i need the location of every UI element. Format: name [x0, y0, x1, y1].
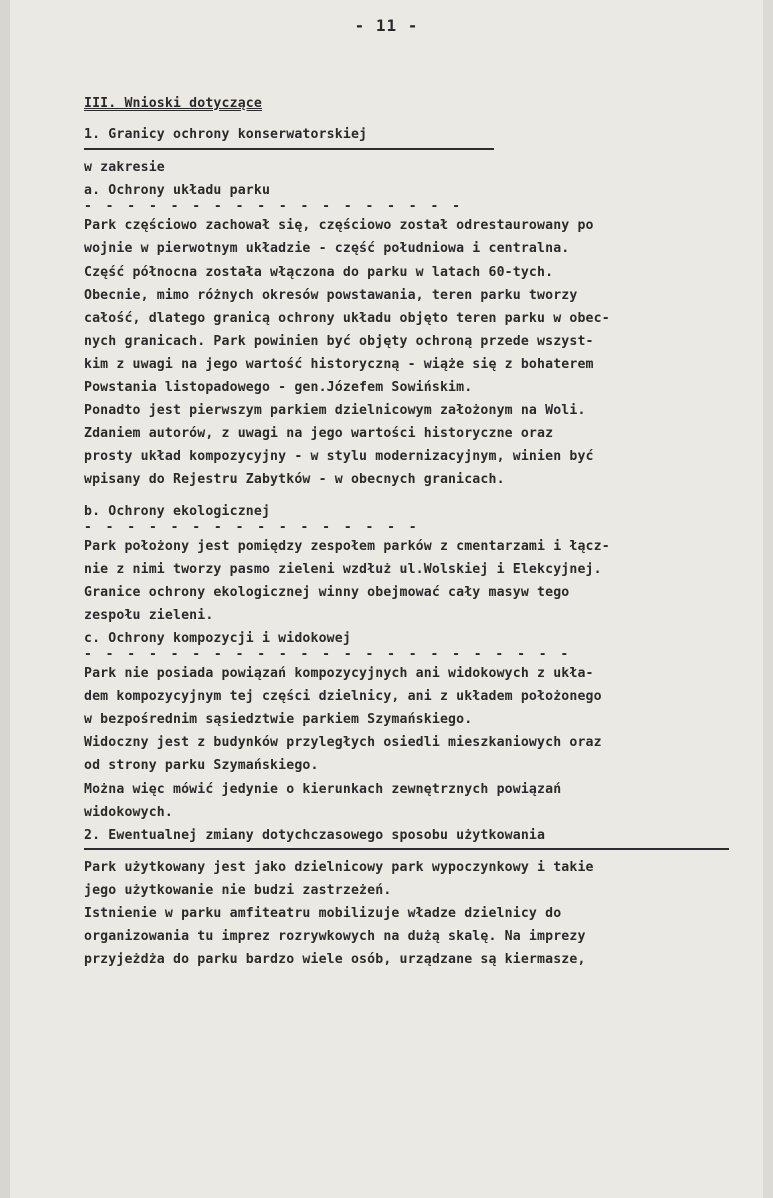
- text-line: Widoczny jest z budynków przyległych osiedli mieszkaniowych oraz: [84, 735, 602, 751]
- text-line: Ponadto jest pierwszym parkiem dzielnicowym założonym na Woli.: [84, 403, 586, 419]
- a-dashed-underline: - - - - - - - - - - - - - - - - - -: [84, 202, 463, 213]
- document-body: [84, 92, 764, 971]
- text-line: Granice ochrony ekologicznej winny obejmować cały masyw tego: [84, 584, 570, 600]
- text-line: widokowych.: [84, 804, 173, 820]
- text-line: Część północna została włączona do parku w latach 60-tych.: [84, 264, 554, 280]
- text-line: przyjeżdża do parku bardzo wiele osób, urządzane są kiermasze,: [84, 952, 586, 968]
- text-line: prosty układ kompozycyjny - w stylu modernizacyjnym, winien być: [84, 449, 594, 465]
- text-line: nych granicach. Park powinien być objęty ochroną przede wszyst-: [84, 333, 594, 349]
- c-paragraph: [84, 662, 764, 824]
- text-line: Park częściowo zachował się, częściowo został odrestaurowany po: [84, 218, 594, 234]
- text-line: dem kompozycyjnym tej części dzielnicy, ani z układem położonego: [84, 689, 602, 705]
- right-binding-edge: [763, 0, 773, 1198]
- subsection-1-heading: 1. Granicy ochrony konserwatorskiej: [84, 127, 368, 143]
- text-line: wpisany do Rejestru Zabytków - w obecnych granicach.: [84, 472, 505, 488]
- b-heading: b. Ochrony ekologicznej: [84, 503, 271, 519]
- text-line: kim z uwagi na jego wartość historyczną - wiąże się z bohaterem: [84, 356, 594, 372]
- scope-label: w zakresie: [84, 160, 165, 176]
- b-dashed-underline: - - - - - - - - - - - - - - - -: [84, 522, 420, 533]
- text-line: zespołu zieleni.: [84, 607, 214, 623]
- b-paragraph: [84, 535, 764, 627]
- text-line: wojnie w pierwotnym układzie - część południowa i centralna.: [84, 241, 570, 257]
- heading-underline: [84, 148, 494, 150]
- left-binding-edge: [0, 0, 10, 1198]
- text-line: Park położony jest pomiędzy zespołem parków z cmentarzami i łącz-: [84, 538, 610, 554]
- text-line: od strony parku Szymańskiego.: [84, 758, 319, 774]
- heading-underline-2: [84, 848, 729, 850]
- text-line: Powstania listopadowego - gen.Józefem Sowińskim.: [84, 380, 473, 396]
- text-line: Park użytkowany jest jako dzielnicowy park wypoczynkowy i takie: [84, 859, 594, 875]
- text-line: Istnienie w parku amfiteatru mobilizuje władze dzielnicy do: [84, 906, 562, 921]
- text-line: Park nie posiada powiązań kompozycyjnych ani widokowych z ukła-: [84, 666, 594, 682]
- text-line: Można więc mówić jedynie o kierunkach zewnętrznych powiązań: [84, 781, 562, 797]
- text-line: Obecnie, mimo różnych okresów powstawania, teren parku tworzy: [84, 287, 578, 303]
- text-line: całość, dlatego granicą ochrony układu objęto teren parku w obec-: [84, 310, 610, 326]
- text-line: Zdaniem autorów, z uwagi na jego wartości historyczne oraz: [84, 426, 554, 442]
- c-dashed-underline: - - - - - - - - - - - - - - - - - - - - - - -: [84, 650, 572, 661]
- c-heading: c. Ochrony kompozycji i widokowej: [84, 630, 351, 646]
- text-line: nie z nimi tworzy pasmo zieleni wzdłuż ul.Wolskiej i Elekcyjnej.: [84, 561, 602, 577]
- subsection-2-paragraph: [84, 856, 764, 971]
- text-line: w bezpośrednim sąsiedztwie parkiem Szymańskiego.: [84, 712, 473, 728]
- text-line: jego użytkowanie nie budzi zastrzeżeń.: [84, 882, 392, 898]
- page-number: - 11 -: [354, 16, 419, 35]
- a-paragraph: [84, 214, 764, 491]
- subsection-2-heading: 2. Ewentualnej zmiany dotychczasowego sposobu użytkowania: [84, 827, 546, 843]
- section-heading: III. Wnioski dotyczące: [84, 96, 262, 111]
- text-line: organizowania tu imprez rozrywkowych na dużą skalę. Na imprezy: [84, 929, 586, 945]
- a-heading: a. Ochrony układu parku: [84, 183, 271, 199]
